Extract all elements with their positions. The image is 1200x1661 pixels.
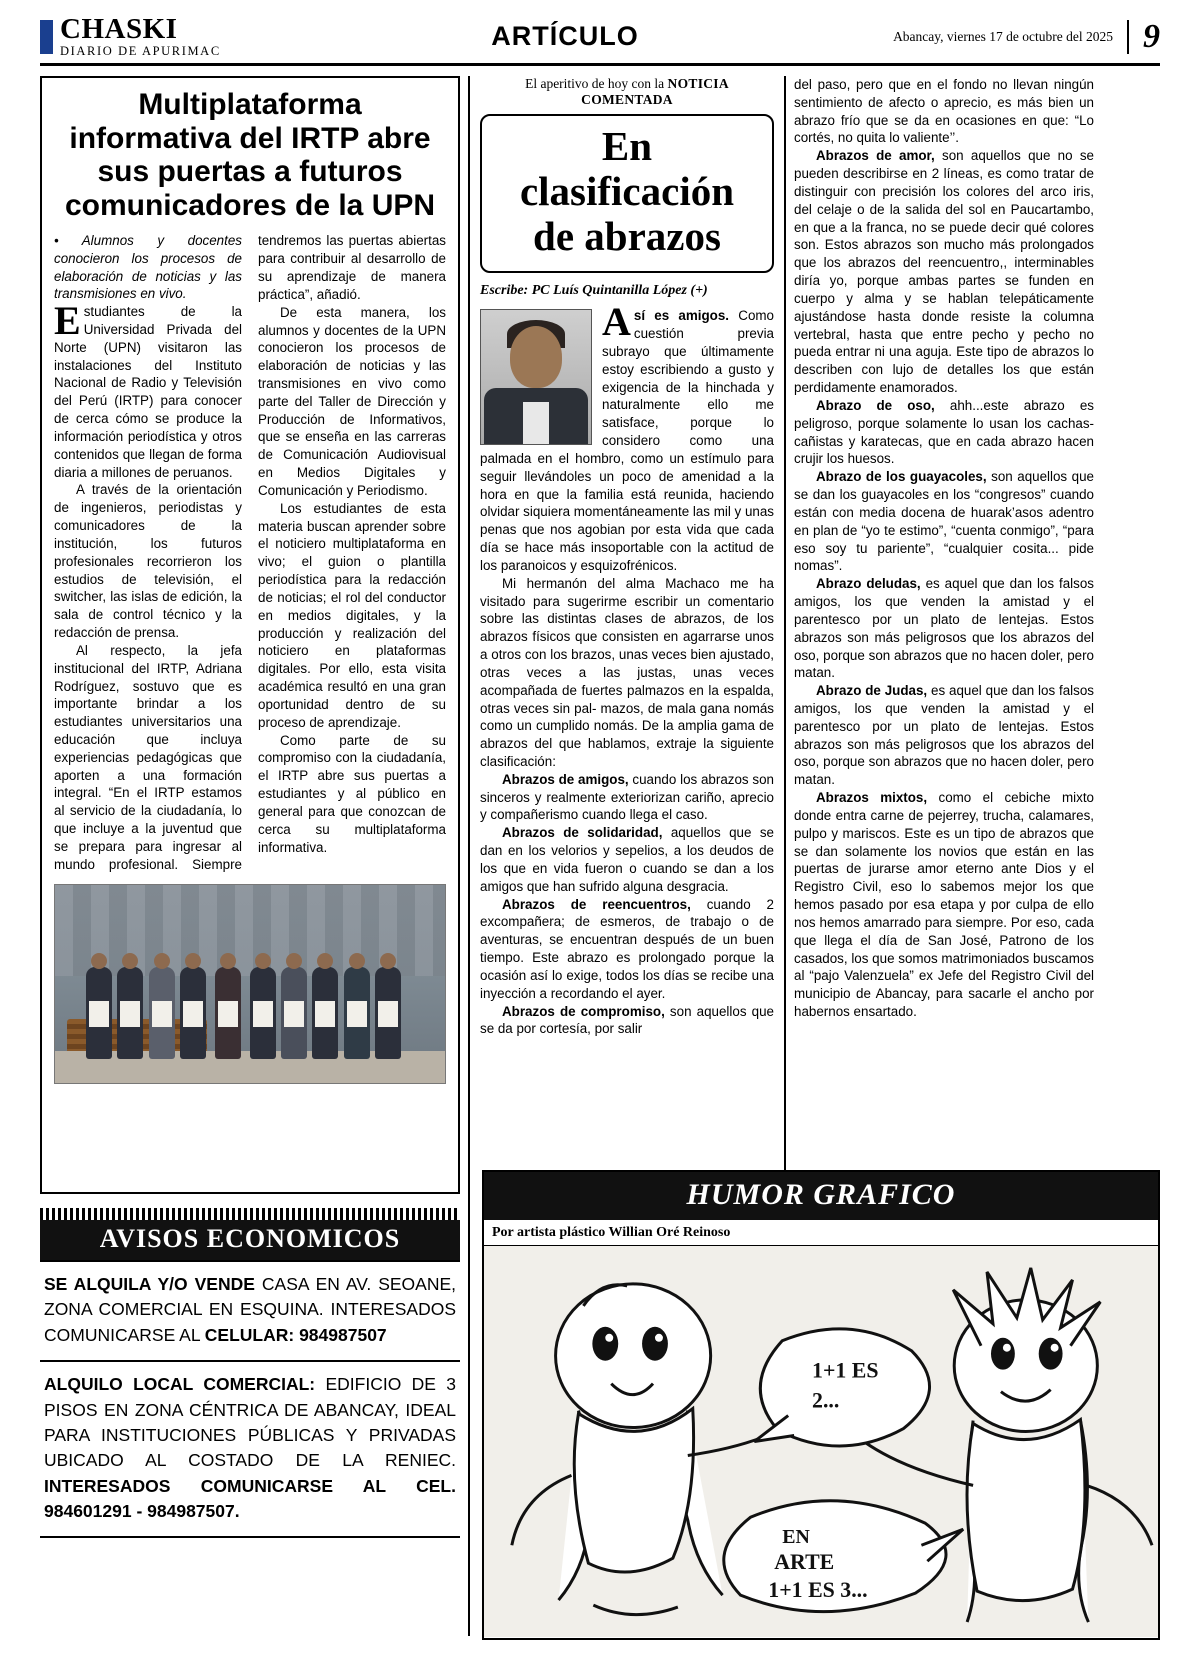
column-title-line-3: de abrazos xyxy=(533,213,721,260)
column-paragraph: Abrazos mixtos, como el cebiche mixto donde entra carne de pejerrey, trucha, calamares, pulpo y mariscos. Este es un tipo de abrazos que se dan solamente los novios que están en las puertas de jurarse amor eterno ante Dios y el Registro Civil, eso lo sabemos mejor los que hemos pasado por esa etapa y por culpa de ello nos hemos amarrado para siempre. Por eso, cada que llega el día de San José, Patrono de los casados, los que somos matrimoniados buscamos al “pajo Valenzuela” ex Jefe del Registro Civil del municipio de Abancay, para sacarle el ancho por habernos ensartado. xyxy=(794,790,1094,1020)
kicker-bold: NOTICIA COMENTADA xyxy=(581,76,729,107)
article-paragraph: Los estudiantes de esta materia buscan aprender sobre el noticiero multiplataforma en vivo; el guion o plantilla periodística para la redacción de noticias; el rol del conductor en medios digitales, y la producción y realización del noticiero en plataformas digitales. Por ello, esta visita académica resultó en una gran oportunidad dentro de su proceso de aprendizaje. xyxy=(258,500,446,730)
column-title-box xyxy=(480,114,774,273)
left-column xyxy=(40,76,460,1636)
column-title-line-2: clasificación xyxy=(519,168,735,215)
cartoon-drawing xyxy=(484,1246,1158,1637)
aviso-lead: ALQUILO LOCAL COMERCIAL: xyxy=(44,1374,316,1395)
aviso-item xyxy=(40,1262,460,1362)
column-paragraph: del paso, pero que en el fondo no llevan ningún sentimiento de afecto o aprecio, es más bien un abrazo frío que se da en ocasiones en que: “Lo cortés, no quita lo valiente’’. xyxy=(794,77,1094,146)
issue-date: Abancay, viernes 17 de octubre del 2025 xyxy=(893,20,1129,54)
page-number: 9 xyxy=(1143,17,1160,55)
masthead xyxy=(40,14,1160,66)
bubble-right-line-1: EN xyxy=(782,1526,810,1549)
article-photo xyxy=(54,884,446,1084)
column-title-line-1: En xyxy=(601,123,653,169)
avisos-list xyxy=(40,1260,460,1538)
column-paragraph: Abrazos de solidaridad, aquellos que se dan en los velorios y sepelios, a los deudos de los que en vida fueron o cuando se dan a los amigos que han sufrido alguna desgracia. xyxy=(480,825,774,894)
bubble-right-line-3: 1+1 ES 3... xyxy=(768,1577,868,1603)
article-body xyxy=(54,232,446,873)
aviso-contact: INTERESADOS COMUNICARSE AL CEL. 984601291 - 984987507. xyxy=(44,1475,456,1521)
humor-grafico-panel xyxy=(482,1170,1160,1640)
column-paragraph: Abrazos de compromiso, son aquellos que se da por cortesía, por salir xyxy=(480,1003,774,1037)
bubble-left-line-1: 1+1 ES xyxy=(812,1357,879,1383)
bubble-left-line-2: 2... xyxy=(812,1387,840,1413)
column-paragraph: Mi hermanón del alma Machaco me ha visitado para sugerirme escribir un comentario sobre las distintas clases de abrazos, de los abrazos físicos que consisten en agarrarse unos a otros con los brazos, unas veces bien ajustado, otras veces a las justas, unas veces acompañada de fuertes palmazos en la espalda, otras veces sin pal- mazos, de mala gana nomás como un cumplido nomás. De la amplia gama de abrazos del que hablamos, extraje la siguiente clasificación: xyxy=(480,575,774,769)
aviso-contact: CELULAR: 984987507 xyxy=(204,1324,387,1345)
column-paragraph: Así es amigos. Como cuestión previa subrayo que últimamente estoy escribiendo a gusto y exigencia de la hinchada y naturalmente ello me satisface, porque lo considero como una palmada en el hombro, como un estímulo para seguir llevándoles un poco de amenidad a la hora en que la familia está reunida, haciendo olvidar siquiera momentáneamente las mil y unas penas que nos agobian por esta vida que cada día se hace más insoportable con la actitud de los paranoicos y esquizofrénicos. xyxy=(480,299,774,573)
article-lead: • Alumnos y docentes conocieron los procesos de elaboración de noticias y las transmisiones en vivo. xyxy=(54,233,242,302)
column-body xyxy=(480,299,774,1038)
article-paragraph: Estudiantes de la Universidad Privada del Norte (UPN) visitaron las instalaciones del Instituto Nacional de Radio y Televisión del Perú (IRTP) para conocer de cerca cómo se produce la información periodística y otros contenidos que llegan de forma diaria a millones de peruanos. xyxy=(54,298,242,480)
column-paragraph: Abrazo de los guayacoles, son aquellos que se dan los guayacoles en los “congresos” cuando están con media docena de huarak’asos adentro en plan de “yo te estimo”, “cuenta conmigo”, “para eso soy tu pariente”, “cualquier cosita... pide nomas”. xyxy=(794,469,1094,574)
aviso-text: CASA EN AV. SEOANE, ZONA COMERCIAL EN ESQUINA. INTERESADOS COMUNICARSE AL xyxy=(44,1274,456,1345)
column-paragraph: Abrazo de oso, ahh...este abrazo es peligroso, porque solamente lo usan los cachas- cañistas y karatecas, que en cada abrazo hacen crujir los huesos. xyxy=(794,397,1094,467)
column-kicker xyxy=(480,76,774,108)
article-paragraph: Como parte de su compromiso con la ciudadanía, el IRTP abre sus puertas a estudiantes y al público en general para que conozcan de cerca su multiplataforma informativa. xyxy=(258,732,446,855)
column-byline: Escribe: PC Luís Quintanilla López (+) xyxy=(480,283,708,299)
article-paragraph: De esta manera, los alumnos y docentes de la UPN conocieron los procesos de elaboración de noticias y las transmisiones en vivo como parte del Taller de Dirección y Producción de Informativos, que se enseña en las carreras de Comunicación Audiovisual en Medios Digitales y Comunicación y Periodismo. xyxy=(258,304,446,498)
article-paragraph: Al respecto, la jefa institucional del IRTP, Adriana Rodríguez, sostuvo que es importante brindar a los estudiantes universitarios una educación que incluya experiencias pedagógicas que aporten a una formación integral. “En el IRTP estamos al servicio de la ciudadanía, lo que incluye a la juventud que se prepara para ingresar al mundo profesional. Siempre tendremos las puertas abiertas para contribuir al desarrollo de su aprendizaje de manera práctica”, añadió. xyxy=(54,233,446,872)
column-paragraph: Abrazo deludas, es aquel que dan los falsos amigos, los que venden la amistad y el parentesco por un plato de lentejas. Estos abrazos son más peligrosos que los abrazos del oso, porque son abrazos que no hacen doler, pero matan. xyxy=(794,576,1094,681)
column-paragraph: Abrazos de amor, son aquellos que no se pueden describirse en 2 líneas, es como tratar de distinguir con precisión los colores del arco iris, del celaje o de la salida del sol en Paucartambo, en que a la franca, no se puede decir qué colores son. Estos abrazos son mucho más prolongados que los abrazos del reencuentro,, interminables diría yo, porque ambas partes se funden en cuerpo y alma y se hablan telepáticamente ajustándose hasta donde resiste la columna vertebral, hasta que entre pecho y pecho no pueda entrar ni una aguja. Este tipo de abrazos lo describen con lujo de detalles los que están perdidamente enamorados. xyxy=(794,148,1094,396)
column-paragraph: Abrazos de reencuentros, cuando 2 excompañera; de esmeros, de trabajo o de aventuras, se encuentran después de un buen tiempo. Este abrazo es prolongado porque la ocasión así lo exige, todos los días se recibe una inyección a recordando el ayer. xyxy=(480,896,774,1001)
article-headline: Multiplataforma informativa del IRTP abre sus puertas a futuros comunicadores de la UPN xyxy=(64,88,436,222)
avisos-divider xyxy=(40,1208,460,1220)
column-paragraph: Abrazo de Judas, es aquel que dan los falsos amigos, los que venden la amistad y el parentesco por un plato de lentejas. Estos abrazos son más peligrosos que los abrazos del oso, porque son abrazos que no hacen doler, pero matan. xyxy=(794,683,1094,788)
brand-name: CHASKI xyxy=(60,13,178,46)
humor-byline: Por artista plástico Willian Oré Reinoso xyxy=(492,1225,731,1240)
irtp-article xyxy=(40,76,460,1194)
column-paragraph: Abrazos de amigos, cuando los abrazos son sinceros y realmente exteriorizan cariño, aprecio y compañerismo cuando llega el caso. xyxy=(480,771,774,823)
brand xyxy=(40,15,290,58)
author-portrait xyxy=(480,309,592,445)
aviso-lead: SE ALQUILA Y/O VENDE xyxy=(44,1274,255,1294)
section-title: ARTÍCULO xyxy=(491,21,639,51)
cartoon-image xyxy=(484,1245,1158,1637)
kicker-plain: El aperitivo de hoy con la xyxy=(525,76,668,91)
article-paragraph: A través de la orientación de ingenieros, periodistas y comunicadores de la institución, los futuros profesionales recorrieron los estudios de televisión, el switcher, las islas de edición, la sala de control técnico y la redacción de prensa. xyxy=(54,482,242,641)
humor-title: HUMOR GRAFICO xyxy=(484,1172,1158,1220)
avisos-title: AVISOS ECONOMICOS xyxy=(40,1220,460,1260)
brand-subtitle: DIARIO DE APURIMAC xyxy=(60,44,221,59)
aviso-item xyxy=(40,1362,460,1536)
brand-flag-icon xyxy=(40,20,53,54)
bubble-right-line-2: ARTE xyxy=(774,1549,835,1575)
aviso-text: EDIFICIO DE 3 PISOS EN ZONA CÉNTRICA DE ABANCAY, IDEAL PARA INSTITUCIONES PÚBLICAS Y PRIVADAS UBICADO AL COSTADO DE LA RENIEC. xyxy=(44,1374,456,1471)
column-body-continued xyxy=(794,76,1094,1194)
